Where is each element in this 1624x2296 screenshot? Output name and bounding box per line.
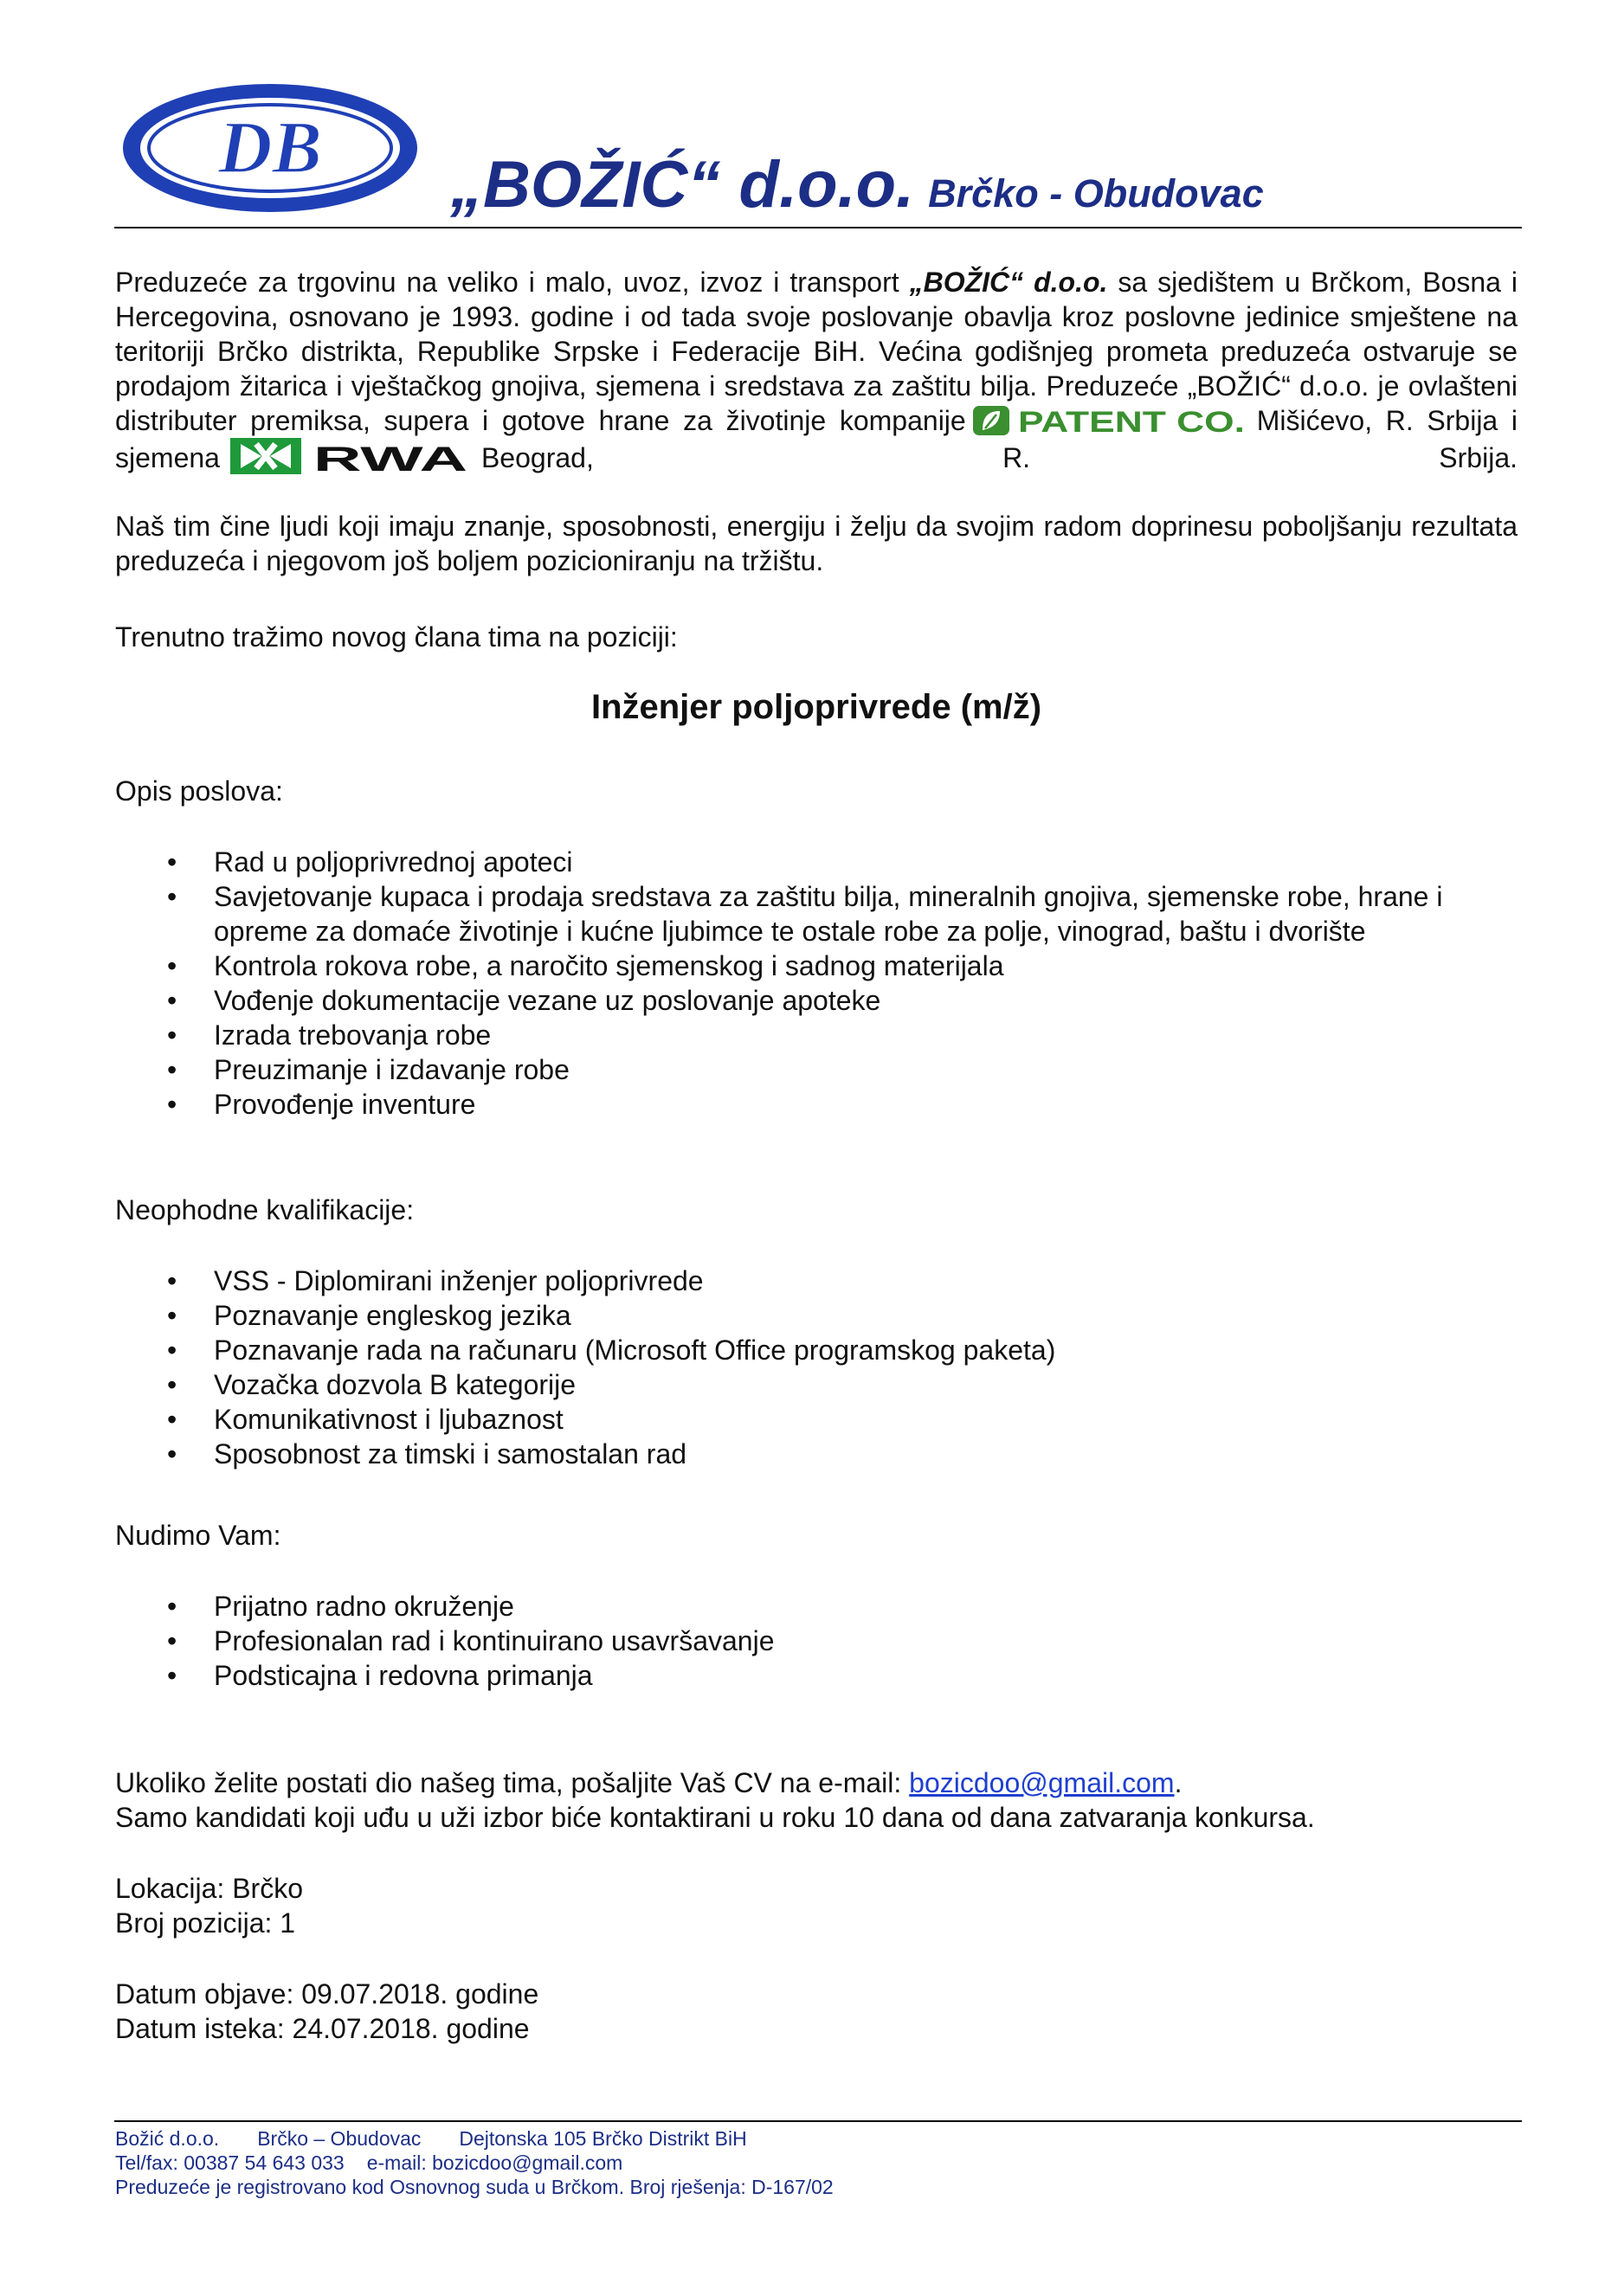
patent-co-logo xyxy=(971,404,1248,437)
bullet-icon: • xyxy=(167,881,177,912)
intro-text-3: Mišićevo, R. Srbija i sjemena xyxy=(115,405,1518,473)
list-item xyxy=(115,949,1518,983)
intro-text-4: Beograd, R. Srbija. xyxy=(480,442,1518,473)
footer-address: Dejtonska 105 Brčko Distrikt BiH xyxy=(459,2127,747,2150)
list-item xyxy=(115,1624,1518,1658)
list-item-text: Savjetovanje kupaca i prodaja sredstava za zaštitu bilja, mineralnih gnojiva, sjemenske robe, hrane i opreme za domaće životinje i kućne ljubimce te ostale robe za polje, vinograd, baštu i dvorište xyxy=(214,881,1443,947)
list-item xyxy=(115,1589,1518,1624)
footer-phone: Tel/fax: 00387 54 643 033 xyxy=(115,2151,345,2174)
list-item-text: Sposobnost za timski i samostalan rad xyxy=(214,1438,687,1470)
list-item xyxy=(115,1333,1518,1367)
offer-list xyxy=(115,1589,1518,1693)
list-item-text: Prijatno radno okruženje xyxy=(214,1591,514,1622)
list-item-text: Poznavanje engleskog jezika xyxy=(214,1300,571,1331)
list-item xyxy=(115,1264,1518,1298)
qualifications-label: Neophodne kvalifikacije: xyxy=(115,1194,415,1225)
list-item-text: Provođenje inventure xyxy=(214,1089,476,1120)
rwa-logo-text xyxy=(313,443,469,474)
list-item-text: Komunikativnost i ljubaznost xyxy=(214,1404,564,1435)
bullet-icon: • xyxy=(167,1438,177,1470)
position-title: Inženjer poljoprivrede (m/ž) xyxy=(590,688,1042,726)
list-item xyxy=(115,1087,1518,1122)
company-title xyxy=(450,147,1264,222)
positions-count-text: Broj pozicija: 1 xyxy=(115,1907,296,1939)
list-item xyxy=(115,1658,1518,1693)
intro-paragraph xyxy=(115,265,1518,510)
list-item xyxy=(115,879,1518,949)
list-item-text: Vođenje dokumentacije vezane uz poslovanje apoteke xyxy=(214,985,881,1016)
intro-text-2: sa sjedištem u Brčkom, Bosna i Hercegovina, osnovano je 1993. godine i od tada svoje poslovanje obavlja kroz poslovne jedinice smještene na teritoriji Brčko distrikta, Republike Srpske i Federacije BiH. Većina godišnjeg prometa preduzeća ostvaruje se prodajom žitarica i vještačkog gnojiva, sjemena i sredstava za zaštitu bilja. Preduzeće „BOŽIĆ“ d.o.o. je ovlašteni distributer premiksa, supera i gotove hrane za životinje kompanije xyxy=(115,267,1518,436)
intro-company-name: „BOŽIĆ“ d.o.o. xyxy=(909,267,1108,298)
bullet-icon: • xyxy=(167,846,177,878)
list-item-text: Preuzimanje i izdavanje robe xyxy=(214,1054,570,1085)
footer-row-2 xyxy=(115,2151,834,2175)
job-description-label: Opis poslova: xyxy=(115,775,283,807)
footer-divider xyxy=(114,2120,1522,2122)
intro-text-1: Preduzeće za trgovinu na veliko i malo, uvoz, izvoz i transport xyxy=(115,267,910,298)
footer xyxy=(115,2126,834,2199)
bullet-icon: • xyxy=(167,1369,177,1400)
expiry-date-text: Datum isteka: 24.07.2018. godine xyxy=(115,2013,530,2044)
list-item-text: Podsticajna i redovna primanja xyxy=(214,1660,593,1691)
list-item-text: Vozačka dozvola B kategorije xyxy=(214,1369,577,1400)
bullet-icon: • xyxy=(167,1089,177,1120)
bullet-icon: • xyxy=(167,1054,177,1085)
list-item-text: Poznavanje rada na računaru (Microsoft Office programskog paketa) xyxy=(214,1335,1056,1366)
logo-letters: DB xyxy=(218,106,322,189)
bullet-icon: • xyxy=(167,1625,177,1656)
bullet-icon: • xyxy=(167,1404,177,1435)
team-paragraph: Naš tim čine ljudi koji imaju znanje, sposobnosti, energiju i želju da svojim radom doprinesu poboljšanju rezultata preduzeća i njegovom još boljem pozicioniranju na tržištu. xyxy=(115,511,1518,576)
rwa-text: RWA xyxy=(313,443,467,474)
job-description-list xyxy=(115,845,1518,1122)
bullet-icon: • xyxy=(167,1019,177,1051)
footer-company: Božić d.o.o. xyxy=(115,2127,220,2150)
apply-paragraph xyxy=(115,1765,1518,1800)
list-item xyxy=(115,1402,1518,1437)
company-city: Brčko - Obudovac xyxy=(928,171,1264,215)
bullet-icon: • xyxy=(167,950,177,981)
company-name: „BOŽIĆ“ d.o.o. xyxy=(450,148,915,222)
bullet-icon: • xyxy=(167,1335,177,1366)
footer-email: e-mail: bozicdoo@gmail.com xyxy=(366,2151,623,2174)
bullet-icon: • xyxy=(167,1660,177,1691)
qualifications-list xyxy=(115,1264,1518,1471)
footer-city: Brčko – Obudovac xyxy=(257,2127,422,2150)
apply-text: Ukoliko želite postati dio našeg tima, pošaljite Vaš CV na e-mail: xyxy=(115,1767,910,1798)
patent-logo-text: PATENT CO. xyxy=(1017,406,1245,437)
header-divider xyxy=(114,227,1522,228)
published-date-text: Datum objave: 09.07.2018. godine xyxy=(115,1978,539,2010)
list-item xyxy=(115,1367,1518,1402)
list-item-text: Profesionalan rad i kontinuirano usavršavanje xyxy=(214,1625,775,1656)
list-item-text: Rad u poljoprivrednoj apoteci xyxy=(214,846,573,878)
list-item xyxy=(115,1437,1518,1471)
bullet-icon: • xyxy=(167,985,177,1016)
searching-text: Trenutno tražimo novog člana tima na poziciji: xyxy=(115,621,678,653)
list-item xyxy=(115,845,1518,879)
bullet-icon: • xyxy=(167,1591,177,1622)
bullet-icon: • xyxy=(167,1265,177,1296)
footer-row-1 xyxy=(115,2126,834,2151)
apply-note: Samo kandidati koji uđu u uži izbor biće kontaktirani u roku 10 dana od dana zatvaranja konkursa. xyxy=(115,1802,1315,1833)
email-link[interactable]: bozicdoo@gmail.com xyxy=(909,1767,1175,1798)
bullet-icon: • xyxy=(167,1300,177,1331)
apply-text-end: . xyxy=(1174,1767,1183,1798)
rwa-icon xyxy=(230,438,301,474)
list-item-text: VSS - Diplomirani inženjer poljoprivrede xyxy=(214,1265,704,1296)
list-item xyxy=(115,983,1518,1018)
list-item xyxy=(115,1052,1518,1087)
list-item-text: Kontrola rokova robe, a naročito sjemenskog i sadnog materijala xyxy=(214,950,1004,981)
company-logo xyxy=(121,82,420,214)
list-item xyxy=(115,1298,1518,1333)
footer-registration: Preduzeće je registrovano kod Osnovnog suda u Brčkom. Broj rješenja: D-167/02 xyxy=(115,2176,834,2198)
list-item xyxy=(115,1018,1518,1052)
offer-label: Nudimo Vam: xyxy=(115,1520,281,1551)
list-item-text: Izrada trebovanja robe xyxy=(214,1019,492,1051)
location-text: Lokacija: Brčko xyxy=(115,1873,303,1904)
